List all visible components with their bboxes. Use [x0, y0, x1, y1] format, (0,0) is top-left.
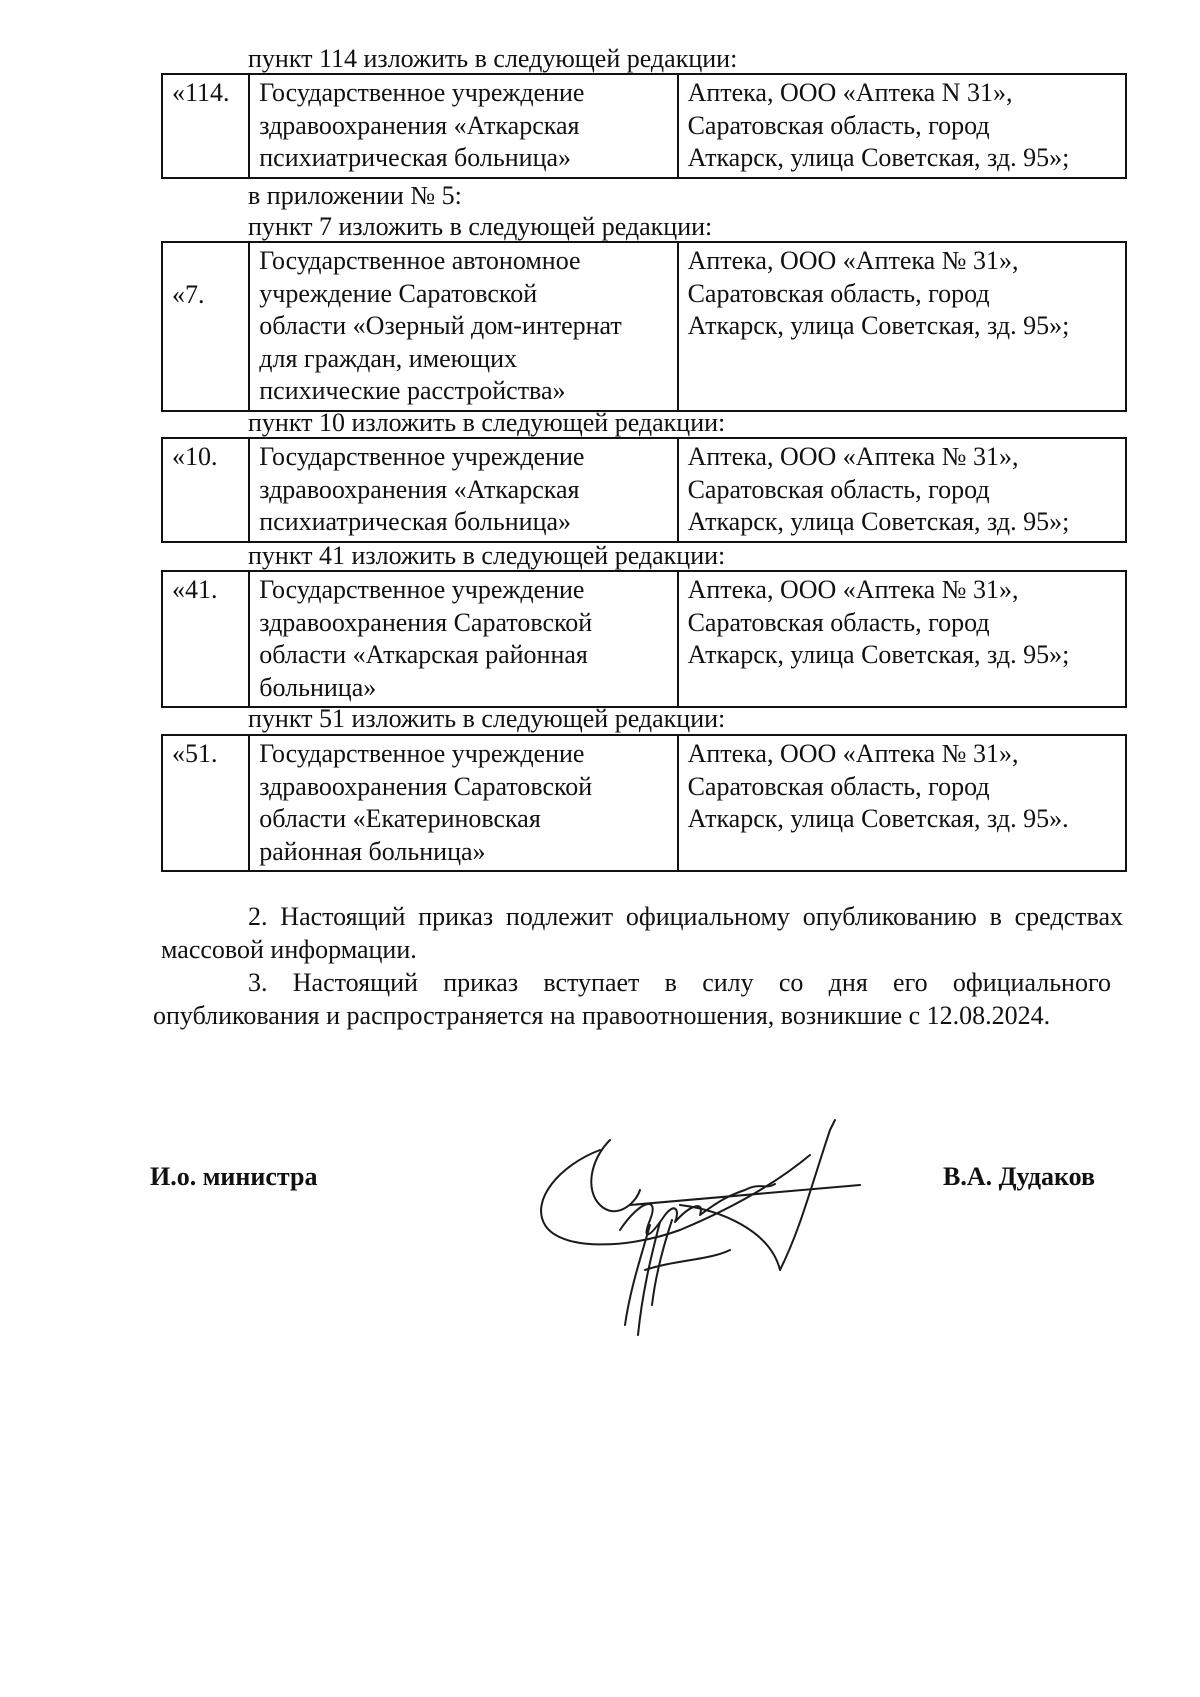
- pharmacy-address-cell: [678, 242, 1126, 411]
- organization-line: для граждан, имеющих: [259, 343, 518, 373]
- organization-cell: [249, 74, 677, 178]
- item-number: «41.: [162, 571, 249, 707]
- signatory-title: И.о. министра: [150, 1162, 318, 1191]
- organization-line: психические расстройства»: [259, 376, 566, 405]
- table-row: [162, 735, 1126, 871]
- organization-line: здравоохранения Саратовской: [259, 607, 593, 637]
- amendment-intro-7: пункт 7 изложить в следующей редакции:: [248, 212, 713, 241]
- organization-line: Государственное учреждение: [259, 78, 585, 107]
- organization-line: больница»: [259, 672, 377, 702]
- address-line: Саратовская область, город: [687, 607, 990, 637]
- table-row: [162, 242, 1126, 411]
- organization-line: Государственное учреждение: [259, 575, 585, 604]
- address-line: Саратовская область, город: [687, 278, 990, 308]
- paragraph-2: 2. Настоящий приказ подлежит официальному опубликованию в средствах массовой информации.: [161, 902, 1123, 964]
- pharmacy-address-cell: [678, 571, 1126, 707]
- address-line: Аткарск, улица Советская, зд. 95»;: [687, 143, 1070, 172]
- table-row: [162, 571, 1126, 707]
- organization-line: районная больница»: [259, 836, 486, 866]
- organization-line: Государственное учреждение: [259, 739, 585, 768]
- organization-line: Государственное учреждение: [259, 442, 585, 471]
- amendment-table-51: [161, 734, 1127, 872]
- organization-line: психиатрическая больница»: [259, 143, 572, 172]
- amendment-intro-51: пункт 51 изложить в следующей редакции:: [248, 704, 726, 733]
- organization-line: здравоохранения «Аткарская: [259, 474, 580, 504]
- paragraph-3: 3. Настоящий приказ вступает в силу со дня его официального опубликования и распространяется на правоотношения, возникшие с 12.08.2024.: [153, 968, 1111, 1030]
- organization-line: учреждение Саратовской: [259, 278, 538, 308]
- address-line: Аптека, ООО «Аптека N 31»,: [687, 78, 1013, 107]
- organization-cell: [249, 735, 677, 871]
- address-line: Саратовская область, город: [687, 110, 990, 140]
- organization-line: области «Озерный дом-интернат: [259, 311, 622, 340]
- organization-line: Государственное автономное: [259, 246, 581, 275]
- item-number: «7.: [162, 242, 249, 411]
- address-line: Саратовская область, город: [687, 474, 990, 504]
- organization-cell: [249, 438, 677, 542]
- amendment-table-114: [161, 73, 1127, 179]
- amendment-intro-10: пункт 10 изложить в следующей редакции:: [248, 408, 726, 437]
- address-line: Аптека, ООО «Аптека № 31»,: [687, 575, 1019, 604]
- table-row: [162, 74, 1126, 178]
- address-line: Саратовская область, город: [687, 771, 990, 801]
- address-line: Аткарск, улица Советская, зд. 95».: [687, 804, 1069, 833]
- item-number: «10.: [162, 438, 249, 542]
- address-line: Аткарск, улица Советская, зд. 95»;: [687, 507, 1070, 536]
- signatory-name: В.А. Дудаков: [943, 1162, 1096, 1191]
- pharmacy-address-cell: [678, 438, 1126, 542]
- amendment-table-10: [161, 437, 1127, 543]
- table-row: [162, 438, 1126, 542]
- address-line: Аптека, ООО «Аптека № 31»,: [687, 246, 1019, 275]
- address-line: Аптека, ООО «Аптека № 31»,: [687, 442, 1019, 471]
- organization-cell: [249, 242, 677, 411]
- address-line: Аптека, ООО «Аптека № 31»,: [687, 739, 1019, 768]
- organization-line: здравоохранения Саратовской: [259, 771, 593, 801]
- annex-heading: в приложении № 5:: [248, 181, 462, 210]
- organization-cell: [249, 571, 677, 707]
- pharmacy-address-cell: [678, 735, 1126, 871]
- organization-line: здравоохранения «Аткарская: [259, 110, 580, 140]
- amendment-table-7: [161, 241, 1127, 412]
- handwritten-signature: [530, 1110, 890, 1350]
- organization-line: области «Екатериновская: [259, 804, 541, 833]
- organization-line: области «Аткарская районная: [259, 640, 588, 669]
- amendment-intro-41: пункт 41 изложить в следующей редакции:: [248, 541, 726, 570]
- address-line: Аткарск, улица Советская, зд. 95»;: [687, 640, 1070, 669]
- organization-line: психиатрическая больница»: [259, 507, 572, 536]
- amendment-table-41: [161, 570, 1127, 708]
- amendment-intro-114: пункт 114 изложить в следующей редакции:: [248, 44, 738, 73]
- address-line: Аткарск, улица Советская, зд. 95»;: [687, 311, 1070, 340]
- item-number: «114.: [162, 74, 249, 178]
- pharmacy-address-cell: [678, 74, 1126, 178]
- item-number: «51.: [162, 735, 249, 871]
